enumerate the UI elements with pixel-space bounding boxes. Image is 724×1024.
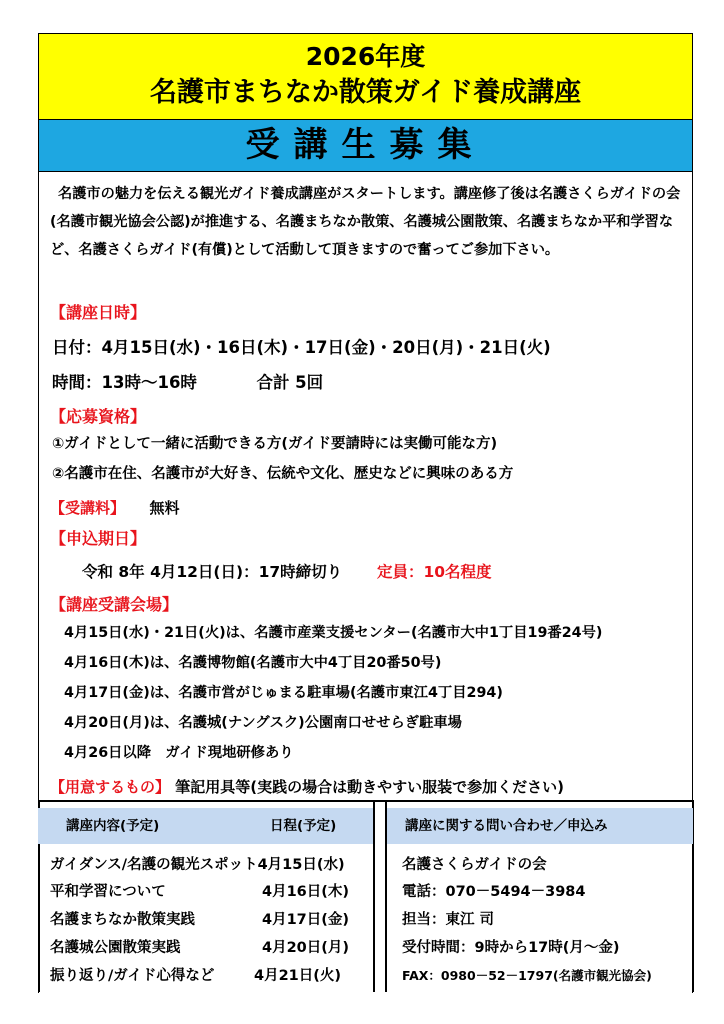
venue-item-5: 4月26日以降 ガイド現地研修あり (64, 745, 294, 761)
eligibility-item-1: ①ガイドとして一緒に活動できる方(ガイド要請時には実働可能な方) (52, 436, 498, 452)
bottom-divider (38, 800, 693, 802)
prepare-heading: 【用意するもの】 (50, 778, 171, 796)
contact-fax: FAX：0980－52－1797(名護市観光協会) (402, 968, 652, 983)
contact-header (387, 808, 693, 844)
recruitment-banner: 受講生募集 (39, 120, 692, 172)
schedule-heading: 【講座日時】 (50, 303, 147, 322)
deadline-value: 令和 8年 4月12日(日)：17時締切り (82, 563, 343, 581)
time-value: 13時～16時 (101, 373, 197, 392)
course-row (50, 936, 349, 957)
contact-heading: 講座に関する問い合わせ／申込み (405, 818, 608, 834)
course-title: 名護市まちなか散策ガイド養成講座 (149, 77, 582, 108)
title-block (39, 34, 692, 120)
deadline-row (82, 560, 492, 582)
course-row (50, 880, 349, 901)
eligibility-heading: 【応募資格】 (50, 407, 147, 426)
contact-hours: 受付時間：9時から17時(月～金) (402, 940, 620, 956)
course-row (50, 964, 341, 985)
course-content: 名護城公園散策実践 (50, 940, 181, 956)
schedule-time-row (52, 369, 323, 393)
course-date: 4月15日(水) (257, 857, 345, 873)
course-date: 4月21日(火) (254, 968, 342, 984)
course-content: 振り返り/ガイド心得など (50, 968, 215, 984)
capacity: 定員：10名程度 (376, 563, 492, 581)
contact-person: 担当：東江 司 (402, 912, 495, 928)
venue-item-3: 4月17日(金)は、名護市営がじゅまる駐車場(名護市東江4丁目294) (64, 685, 503, 701)
course-date: 4月20日(月) (262, 940, 350, 956)
year-title: 2026年度 (305, 42, 426, 71)
column-divider-left (373, 800, 375, 992)
course-row (50, 908, 349, 929)
intro-paragraph: 名護市の魅力を伝える観光ガイド養成講座がスタートします。講座修了後は名護さくらガイドの会(名護市観光協会公認)が推進する、名護まちなか散策、名護城公園散策、名護まちなか平和学習など、名護さくらガイド(有償)として活動して頂きますので奮ってご参加下さい。 (50, 186, 681, 258)
contact-tel: 電話：070－5494－3984 (402, 884, 586, 900)
course-col-date: 日程(予定) (270, 818, 337, 834)
venue-item-1: 4月15日(水)・21日(火)は、名護市産業支援センター(名護市大中1丁目19番24号) (64, 625, 603, 641)
course-date: 4月17日(金) (262, 912, 350, 928)
fee-row (50, 497, 180, 518)
course-content: 平和学習について (50, 884, 166, 900)
venue-item-4: 4月20日(月)は、名護城(ナングスク)公園南口せせらぎ駐車場 (64, 715, 462, 731)
course-content: ガイダンス/名護の観光スポット (50, 857, 258, 873)
course-date: 4月16日(木) (262, 884, 350, 900)
fee-value: 無料 (149, 499, 180, 517)
course-row (50, 853, 345, 874)
course-table-header (38, 808, 373, 844)
total-sessions: 合計 5回 (256, 373, 324, 392)
time-label: 時間： (52, 373, 102, 392)
schedule-dates: 日付：4月15日(水)・16日(木)・17日(金)・20日(月)・21日(火) (52, 338, 551, 357)
deadline-heading: 【申込期日】 (50, 529, 147, 548)
venue-heading: 【講座受講会場】 (50, 595, 179, 614)
prepare-value: 筆記用具等(実践の場合は動きやすい服装で参加ください) (175, 778, 564, 796)
contact-org: 名護さくらガイドの会 (402, 857, 547, 873)
course-content: 名護まちなか散策実践 (50, 912, 195, 928)
prepare-row (50, 776, 564, 797)
course-col-content: 講座内容(予定) (66, 818, 160, 834)
eligibility-item-2: ②名護市在住、名護市が大好き、伝統や文化、歴史などに興味のある方 (52, 466, 514, 482)
fee-heading: 【受講料】 (50, 499, 126, 517)
venue-item-2: 4月16日(木)は、名護博物館(名護市大中4丁目20番50号) (64, 655, 442, 671)
